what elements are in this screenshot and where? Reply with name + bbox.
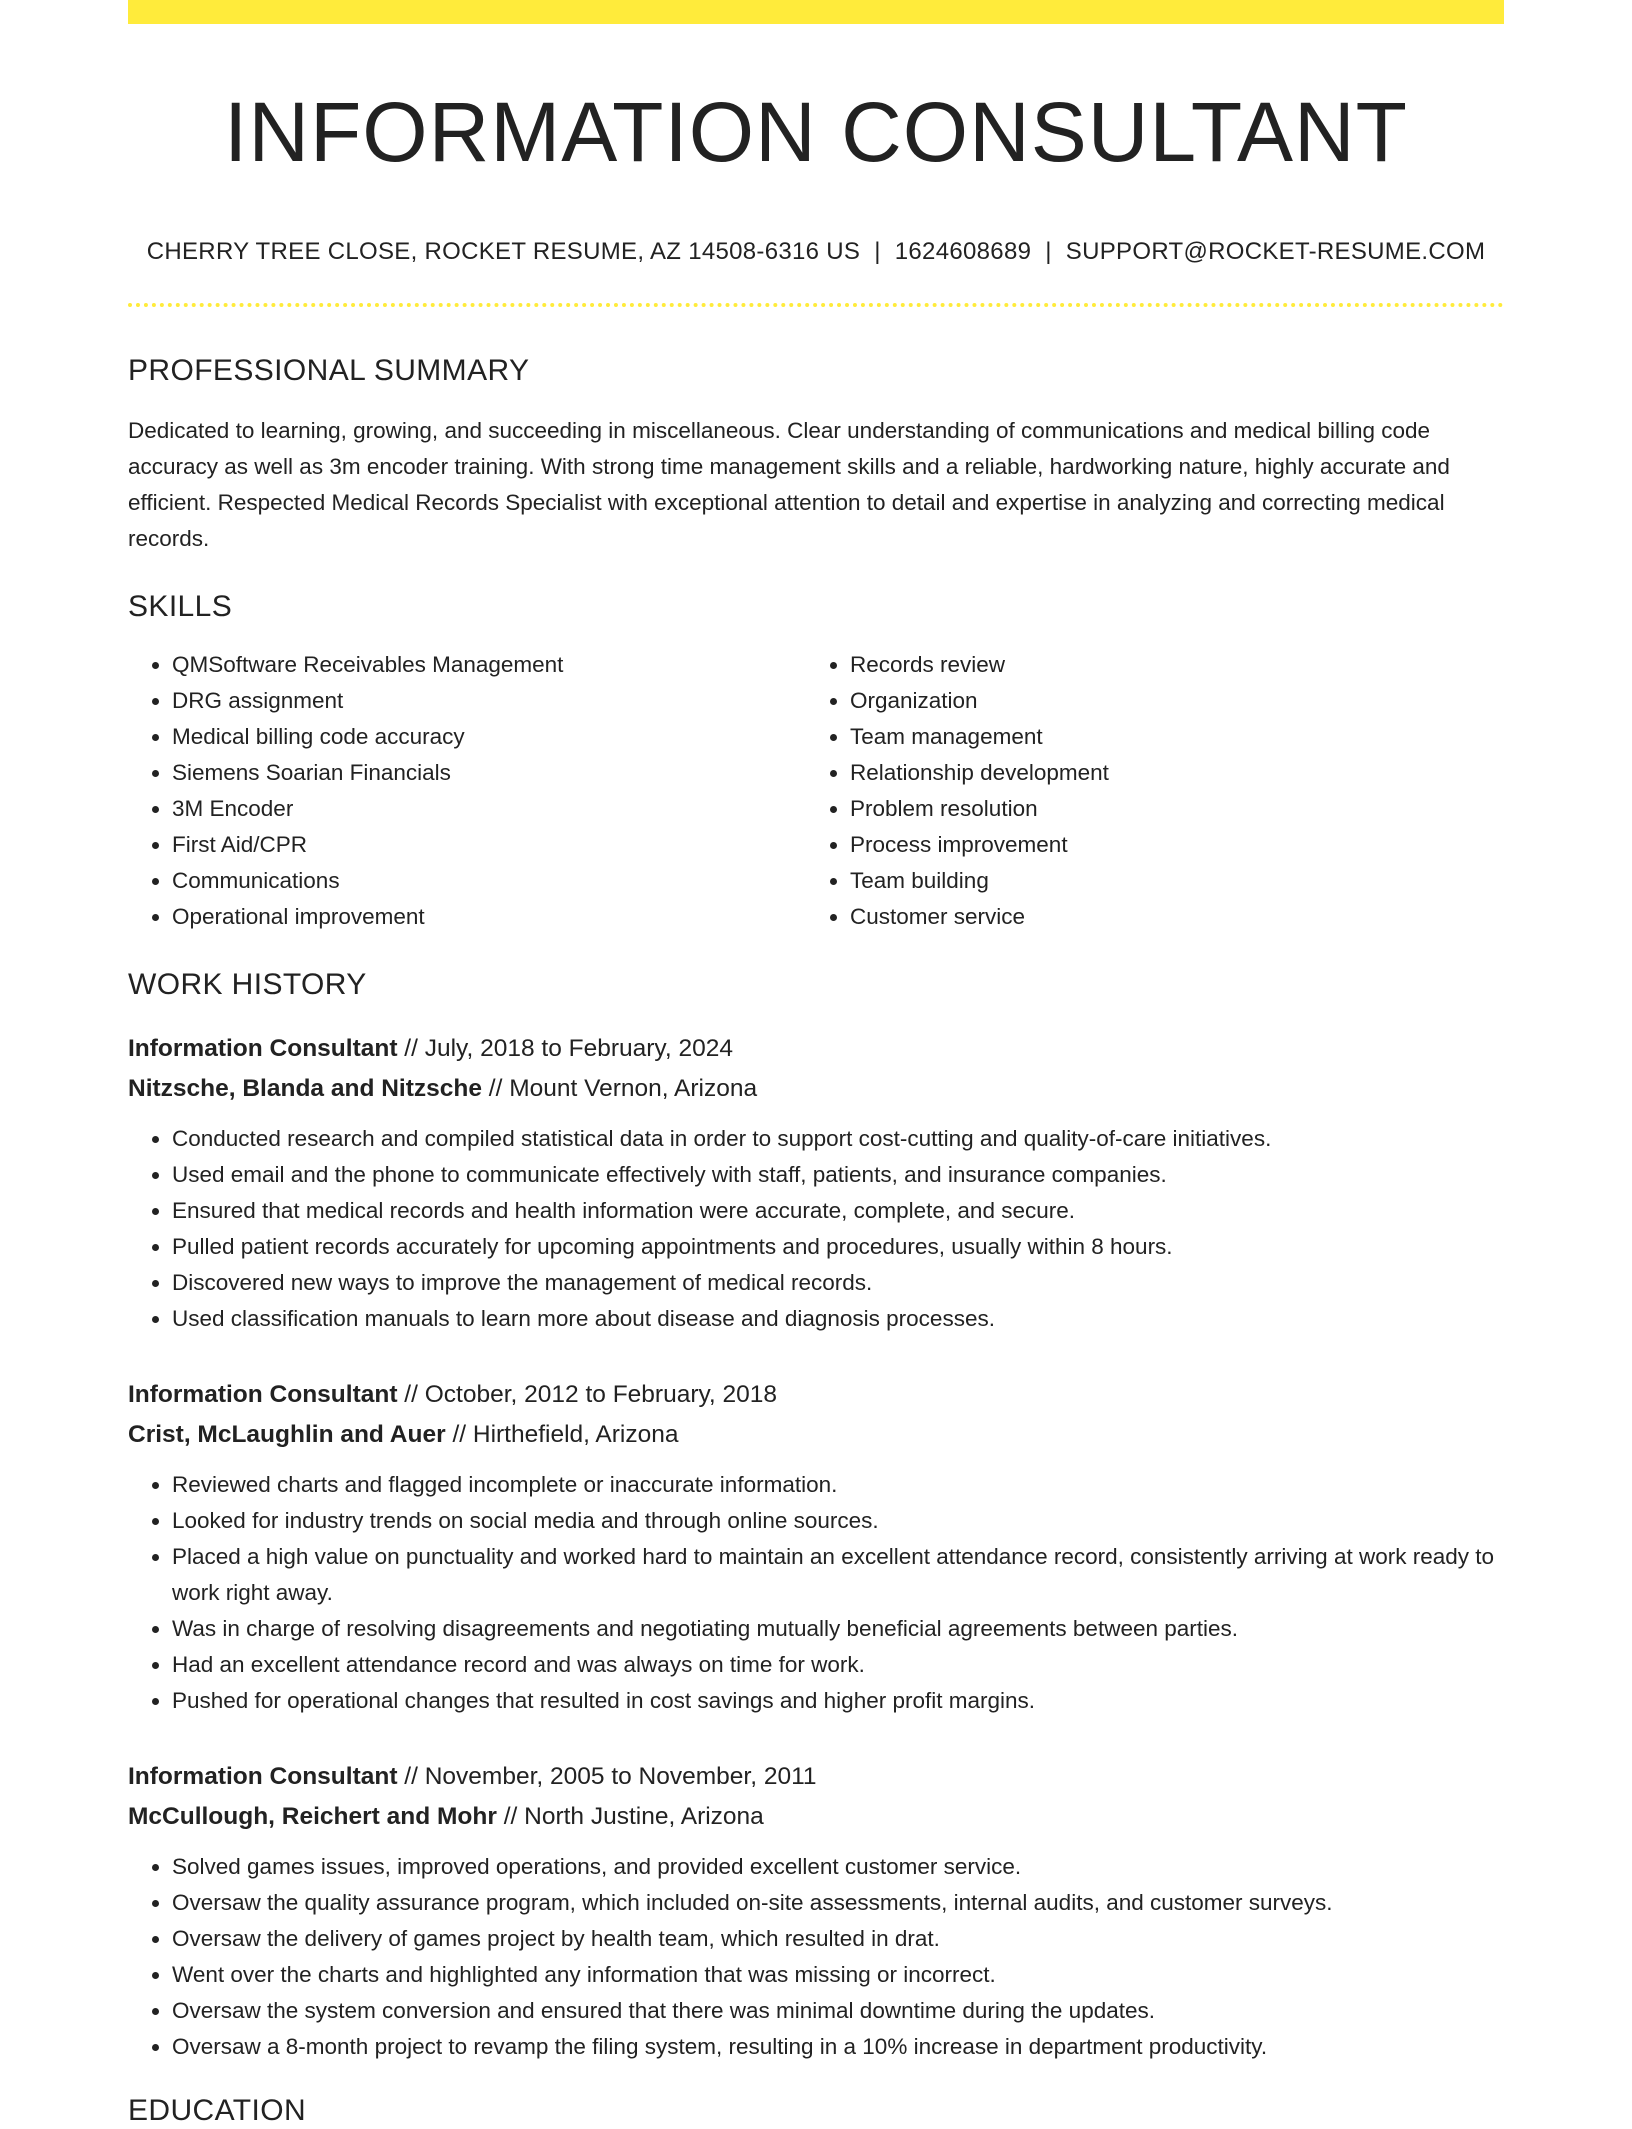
skills-heading: SKILLS [128,590,233,624]
job-bullet: • Placed a high value on punctuality and worked hard to maintain an excellent attendance record, consistently arriving at work ready to work right away. [172,1539,1504,1611]
skill-item: • Operational improvement [172,899,806,935]
job-bullet: • Had an excellent attendance record and was always on time for work. [172,1647,1504,1683]
job-bullet: • Oversaw the delivery of games project by health team, which resulted in drat. [172,1921,1504,1957]
job-company-line [128,1797,1504,1837]
job-bullet: • Discovered new ways to improve the management of medical records. [172,1265,1504,1301]
skills-column-left [128,647,806,935]
summary-text: Dedicated to learning, growing, and succeeding in miscellaneous. Clear understanding of communications and medical billing code accuracy as well as 3m encoder training. With strong time management skills and a reliable, hardworking nature, highly accurate and efficient. Respected Medical Records Specialist with exceptional attention to detail and expertise in analyzing and correcting medical records. [128,418,1450,552]
accent-top-bar [128,0,1504,24]
job-bullet: • Oversaw the system conversion and ensured that there was minimal downtime during the updates. [172,1993,1504,2029]
job-title-line [128,1375,1504,1415]
job-company: Nitzsche, Blanda and Nitzsche [128,1075,482,1103]
job-separator: // [404,1381,418,1409]
job-separator: // [488,1075,503,1103]
contact-phone: 1624608689 [894,238,1032,266]
education-heading: EDUCATION [128,2094,307,2128]
job-entry [128,1757,1504,2065]
job-title-line [128,1029,1504,1069]
job-bullet: • Pushed for operational changes that resulted in cost savings and higher profit margins. [172,1683,1504,1719]
job-location: North Justine, Arizona [524,1803,764,1831]
skill-item: • Problem resolution [850,791,1484,827]
resume-name: INFORMATION CONSULTANT [224,85,1408,179]
job-bullet: • Went over the charts and highlighted any information that was missing or incorrect. [172,1957,1504,1993]
skill-item: • DRG assignment [172,683,806,719]
job-bullet: • Used email and the phone to communicate effectively with staff, patients, and insurance companies. [172,1157,1504,1193]
job-separator: // [404,1763,418,1791]
job-separator: // [503,1803,518,1831]
skill-item: • Team building [850,863,1484,899]
skill-item: • Customer service [850,899,1484,935]
job-role: Information Consultant [128,1381,398,1409]
skills-list [128,647,1504,935]
job-role: Information Consultant [128,1035,398,1063]
skill-item: • Communications [172,863,806,899]
job-company: Crist, McLaughlin and Auer [128,1421,446,1449]
job-bullet: • Pulled patient records accurately for upcoming appointments and procedures, usually within 8 hours. [172,1229,1504,1265]
skill-item: • First Aid/CPR [172,827,806,863]
skill-item: • Siemens Soarian Financials [172,755,806,791]
skill-item: • Medical billing code accuracy [172,719,806,755]
job-company: McCullough, Reichert and Mohr [128,1803,497,1831]
job-dates: July, 2018 to February, 2024 [424,1035,733,1063]
job-bullets [128,1121,1504,1337]
skill-item: • 3M Encoder [172,791,806,827]
job-bullet: • Looked for industry trends on social media and through online sources. [172,1503,1504,1539]
job-bullet: • Ensured that medical records and health information were accurate, complete, and secure. [172,1193,1504,1229]
contact-email[interactable]: SUPPORT@ROCKET-RESUME.COM [1065,238,1486,266]
work-history-heading: WORK HISTORY [128,968,367,1002]
skill-item: • QMSoftware Receivables Management [172,647,806,683]
job-title-line [128,1757,1504,1797]
job-bullet: • Solved games issues, improved operations, and provided excellent customer service. [172,1849,1504,1885]
job-entry [128,1029,1504,1337]
job-separator: // [452,1421,467,1449]
job-separator: // [404,1035,418,1063]
contact-separator: | [874,238,881,266]
skills-column-right [806,647,1484,935]
job-company-line [128,1415,1504,1455]
skill-item: • Process improvement [850,827,1484,863]
skill-item: • Relationship development [850,755,1484,791]
job-location: Hirthefield, Arizona [472,1421,679,1449]
job-bullet: • Was in charge of resolving disagreements and negotiating mutually beneficial agreements between parties. [172,1611,1504,1647]
job-role: Information Consultant [128,1763,398,1791]
job-bullet: • Oversaw the quality assurance program, which included on-site assessments, internal audits, and customer surveys. [172,1885,1504,1921]
job-location: Mount Vernon, Arizona [509,1075,758,1103]
job-bullet: • Reviewed charts and flagged incomplete or inaccurate information. [172,1467,1504,1503]
skill-item: • Organization [850,683,1484,719]
job-bullet: • Conducted research and compiled statistical data in order to support cost-cutting and quality-of-care initiatives. [172,1121,1504,1157]
skill-item: • Team management [850,719,1484,755]
job-company-line [128,1069,1504,1109]
skill-item: • Records review [850,647,1484,683]
dotted-divider [128,303,1504,307]
job-dates: October, 2012 to February, 2018 [424,1381,778,1409]
job-entry [128,1375,1504,1719]
summary-heading: PROFESSIONAL SUMMARY [128,354,530,388]
contact-line [128,238,1504,267]
job-bullet: • Used classification manuals to learn more about disease and diagnosis processes. [172,1301,1504,1337]
job-bullets [128,1849,1504,2065]
job-bullets [128,1467,1504,1719]
job-dates: November, 2005 to November, 2011 [424,1763,817,1791]
resume-page [128,0,1504,2129]
contact-separator: | [1045,238,1052,266]
contact-address: CHERRY TREE CLOSE, ROCKET RESUME, AZ 14508-6316 US [146,238,861,266]
job-bullet: • Oversaw a 8-month project to revamp the filing system, resulting in a 10% increase in department productivity. [172,2029,1504,2065]
